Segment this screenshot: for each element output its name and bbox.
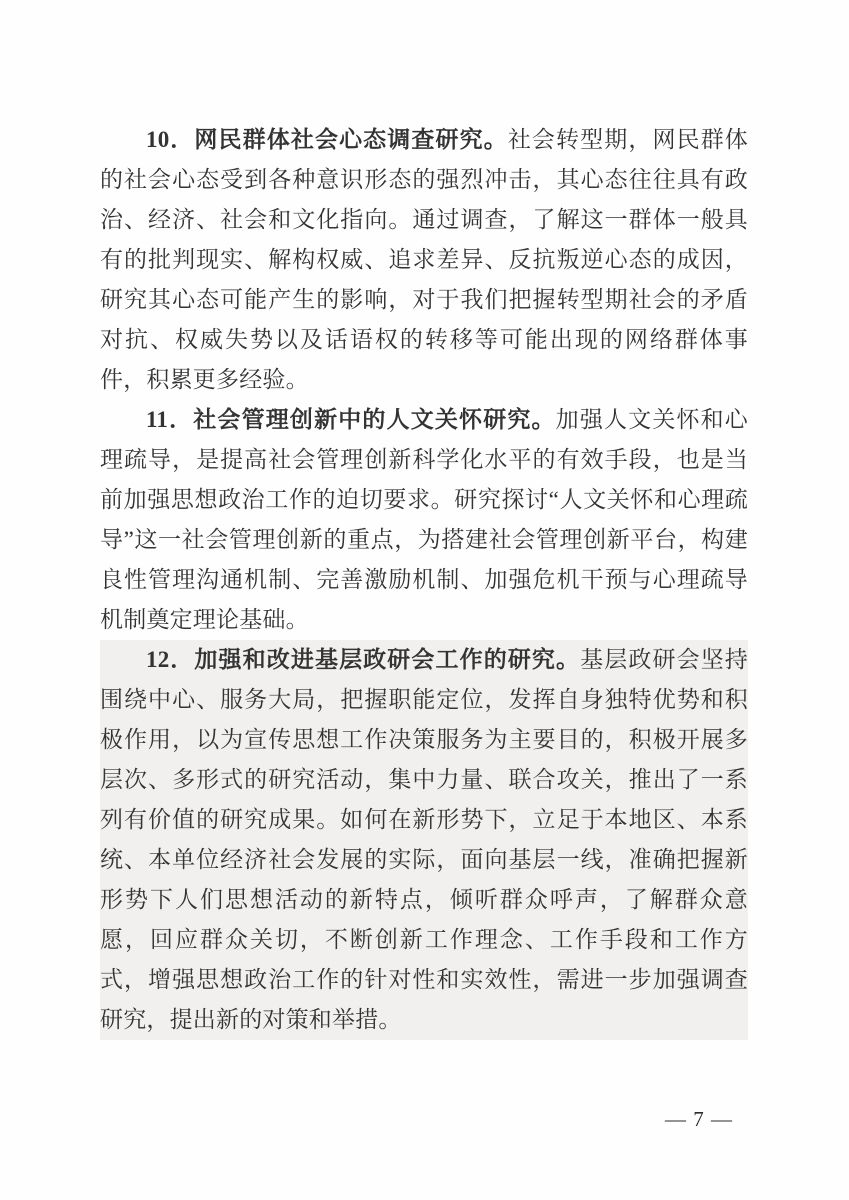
page-number: — 7 —	[665, 1107, 733, 1131]
paragraph-11-title: 社会管理创新中的人文关怀研究。	[193, 407, 556, 432]
paragraph-10-title: 网民群体社会心态调查研究。	[194, 127, 508, 152]
document-body	[100, 120, 748, 1040]
paragraph-12-body: 基层政研会坚持围绕中心、服务大局，把握职能定位，发挥自身独特优势和积极作用，以为宣传思想工作决策服务为主要目的，积极开展多层次、多形式的研究活动，集中力量、联合攻关，推出了一系列有价值的研究成果。如何在新形势下，立足于本地区、本系统、本单位经济社会发展的实际，面向基层一线，准确把握新形势下人们思想活动的新特点，倾听群众呼声，了解群众意愿，回应群众关切，不断创新工作理念、工作手段和工作方式，增强思想政治工作的针对性和实效性，需进一步加强调查研究，提出新的对策和举措。	[100, 647, 749, 1032]
paragraph-12-number: 12．	[146, 647, 195, 672]
paragraph-12	[100, 640, 748, 1040]
paragraph-11-number: 11．	[146, 407, 194, 432]
paragraph-12-title: 加强和改进基层政研会工作的研究。	[194, 647, 581, 672]
paragraph-10-number: 10．	[146, 127, 195, 152]
paragraph-10-body: 社会转型期，网民群体的社会心态受到各种意识形态的强烈冲击，其心态往往具有政治、经济、社会和文化指向。通过调查，了解这一群体一般具有的批判现实、解构权威、追求差异、反抗叛逆心态的成因，研究其心态可能产生的影响，对于我们把握转型期社会的矛盾对抗、权威失势以及话语权的转移等可能出现的网络群体事件，积累更多经验。	[100, 127, 748, 392]
paragraph-11	[100, 400, 748, 640]
paragraph-11-body: 加强人文关怀和心理疏导，是提高社会管理创新科学化水平的有效手段，也是当前加强思想政治工作的迫切要求。研究探讨“人文关怀和心理疏导”这一社会管理创新的重点，为搭建社会管理创新平台，构建良性管理沟通机制、完善激励机制、加强危机干预与心理疏导机制奠定理论基础。	[100, 407, 748, 632]
paragraph-10	[100, 120, 748, 400]
